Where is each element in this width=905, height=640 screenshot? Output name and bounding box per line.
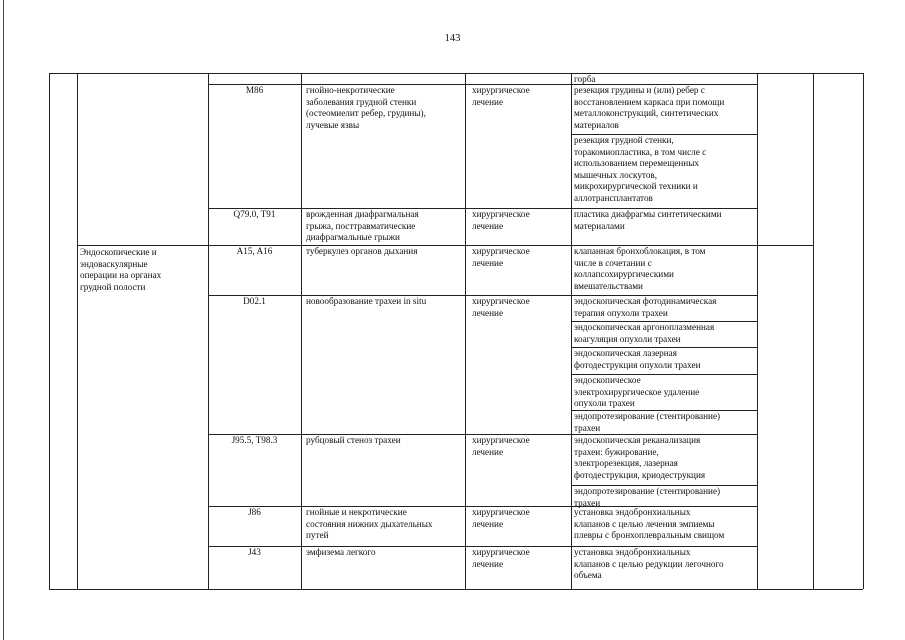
treatment-method-line: электрохирургическое удаление	[574, 386, 700, 397]
treatment-method-line: эндоскопическая аргоноплазменная	[574, 322, 715, 332]
treatment-type-line: хирургическое	[472, 296, 530, 306]
treatment-method	[574, 547, 754, 582]
diagnosis-line: новообразование трахеи in situ	[306, 296, 427, 306]
treatment-type-line: хирургическое	[472, 209, 530, 219]
treatment-type-line: лечение	[472, 96, 504, 107]
page-number: 143	[444, 33, 461, 44]
icd-code: J95.5, T98.3	[231, 435, 278, 445]
treatment-method-line: трахеи	[574, 497, 601, 508]
diagnosis-line: врожденная диафрагмальная	[306, 209, 419, 219]
treatment-method-line: числе в сочетании с	[574, 257, 652, 268]
icd-code: J43	[248, 547, 261, 557]
diagnosis-line: путей	[306, 530, 329, 540]
section-name-line: операции на органах	[80, 270, 162, 280]
diagnosis-line: рубцовый стеноз трахеи	[306, 435, 401, 445]
treatment-method	[574, 135, 754, 204]
treatment-type-line: хирургическое	[472, 246, 530, 256]
treatment-type-line: лечение	[472, 446, 504, 457]
table-column-rule	[77, 73, 78, 589]
treatment-type	[472, 507, 568, 530]
section-name-line: эндоваскулярные	[80, 258, 148, 269]
diagnosis	[306, 296, 462, 308]
treatment-method-line: эндопротезирование (стентирование)	[574, 486, 721, 496]
table-column-rule	[757, 73, 758, 589]
treatment-method-line: мышечных лоскутов,	[574, 169, 658, 180]
diagnosis	[306, 246, 462, 258]
diagnosis	[306, 209, 462, 244]
treatment-method-line: фотодеструкция опухоли трахеи	[574, 359, 701, 370]
treatment-method-line: терапия опухоли трахеи	[574, 307, 668, 318]
treatment-type-line: лечение	[472, 257, 504, 268]
table-row-rule	[49, 589, 863, 590]
treatment-method-line: плевры с бронхоплевральным свищом	[574, 530, 725, 540]
section-name-line: Эндоскопические и	[80, 247, 157, 257]
treatment-method	[574, 507, 754, 542]
treatment-type-line: хирургическое	[472, 85, 530, 95]
treatment-method-line: горба	[574, 74, 596, 84]
treatment-method-line: коллапсохирургическими	[574, 269, 674, 279]
treatment-type	[472, 209, 568, 232]
treatment-method-line: эндоскопическая лазерная	[574, 348, 677, 358]
treatment-method	[574, 209, 754, 232]
treatment-method	[574, 348, 754, 371]
section-name-line: грудной полости	[80, 281, 146, 292]
treatment-method	[574, 322, 754, 345]
treatment-method	[574, 435, 754, 481]
icd-code: D02.1	[243, 296, 266, 306]
treatment-method-line: резекция грудной стенки,	[574, 135, 674, 145]
treatment-type-line: лечение	[472, 307, 504, 318]
table-column-rule	[571, 73, 572, 589]
table-column-rule	[863, 73, 864, 589]
icd-code: M86	[245, 85, 264, 95]
diagnosis-line: грыжа, посттравматические	[306, 220, 416, 231]
treatment-method	[574, 375, 754, 410]
icd-code: A15, A16	[236, 246, 273, 256]
treatment-method-line: торакомиопластика, в том числе с	[574, 146, 707, 157]
treatment-type	[472, 246, 568, 269]
diagnosis	[306, 547, 462, 559]
treatment-method-line: материалов	[574, 119, 619, 130]
treatment-type-line: хирургическое	[472, 435, 530, 445]
treatment-method-line: фотодеструкция, криодеструкция	[574, 469, 706, 480]
icd-code: J86	[248, 507, 261, 517]
table-column-rule	[49, 73, 50, 589]
treatment-method-line: эндоскопическое	[574, 375, 641, 385]
diagnosis	[306, 435, 462, 447]
treatment-type	[472, 85, 568, 108]
diagnosis	[306, 85, 462, 131]
treatment-method-line: установка эндобронхиальных	[574, 547, 691, 557]
treatment-method-line: восстановлением каркаса при помощи	[574, 96, 725, 107]
treatment-method	[574, 246, 754, 292]
diagnosis-line: эмфизема легкого	[306, 547, 376, 557]
diagnosis-line: (остеомиелит ребер, грудины),	[306, 108, 426, 118]
treatment-type	[472, 435, 568, 458]
treatment-method-line: аллотрансплантатов	[574, 192, 653, 203]
page-left-edge-line	[3, 0, 4, 640]
treatment-method	[574, 85, 754, 131]
treatment-method-line: микрохирургической техники и	[574, 181, 698, 191]
treatment-method-line: эндоскопическая фотодинамическая	[574, 296, 717, 306]
section-name	[80, 247, 205, 293]
treatment-method-line: клапанов с целью лечения эмпиемы	[574, 518, 715, 529]
table-column-rule	[813, 73, 814, 589]
medical-procedures-table	[49, 73, 863, 589]
treatment-method-line: опухоли трахеи	[574, 398, 635, 408]
treatment-method-line: эндоскопическая реканализация	[574, 435, 701, 445]
treatment-method-line: трахеи	[574, 422, 601, 433]
treatment-method	[574, 411, 754, 434]
treatment-method-line: объема	[574, 570, 602, 580]
treatment-type	[472, 547, 568, 570]
treatment-type-line: хирургическое	[472, 507, 530, 517]
treatment-type	[472, 296, 568, 319]
treatment-method-line: использованием перемещенных	[574, 158, 699, 168]
treatment-type-line: лечение	[472, 220, 504, 231]
treatment-method-line: клапанная бронхоблокация, в том	[574, 246, 706, 256]
treatment-method-line: материалами	[574, 220, 625, 231]
treatment-method	[574, 296, 754, 319]
treatment-method-line: коагуляция опухоли трахеи	[574, 333, 681, 344]
treatment-method-line: трахеи: бужирование,	[574, 446, 659, 457]
diagnosis-line: гнойные и некротические	[306, 507, 407, 517]
diagnosis-line: заболевания грудной стенки	[306, 96, 417, 107]
treatment-method-line: металлоконструкций, синтетических	[574, 108, 719, 118]
diagnosis-line: лучевые язвы	[306, 119, 360, 130]
table-column-rule	[301, 73, 302, 589]
diagnosis-line: диафрагмальные грыжи	[306, 232, 400, 242]
icd-code: Q79.0, T91	[233, 209, 276, 219]
treatment-method-line: пластика диафрагмы синтетическими	[574, 209, 722, 219]
treatment-method-line: установка эндобронхиальных	[574, 507, 691, 517]
treatment-method-line: вмешательствами	[574, 280, 643, 291]
diagnosis-line: туберкулез органов дыхания	[306, 246, 418, 256]
diagnosis	[306, 507, 462, 542]
treatment-type-line: лечение	[472, 558, 504, 569]
diagnosis-line: гнойно-некротические	[306, 85, 395, 95]
treatment-type-line: лечение	[472, 518, 504, 529]
treatment-method-line: электрорезекция, лазерная	[574, 458, 678, 468]
treatment-method-line: резекция грудины и (или) ребер с	[574, 85, 705, 95]
treatment-method-line: эндопротезирование (стентирование)	[574, 411, 721, 421]
treatment-method-line: клапанов с целью редукции легочного	[574, 558, 724, 569]
table-column-rule	[465, 73, 466, 589]
treatment-type-line: хирургическое	[472, 547, 530, 557]
diagnosis-line: состояния нижних дыхательных	[306, 518, 433, 529]
